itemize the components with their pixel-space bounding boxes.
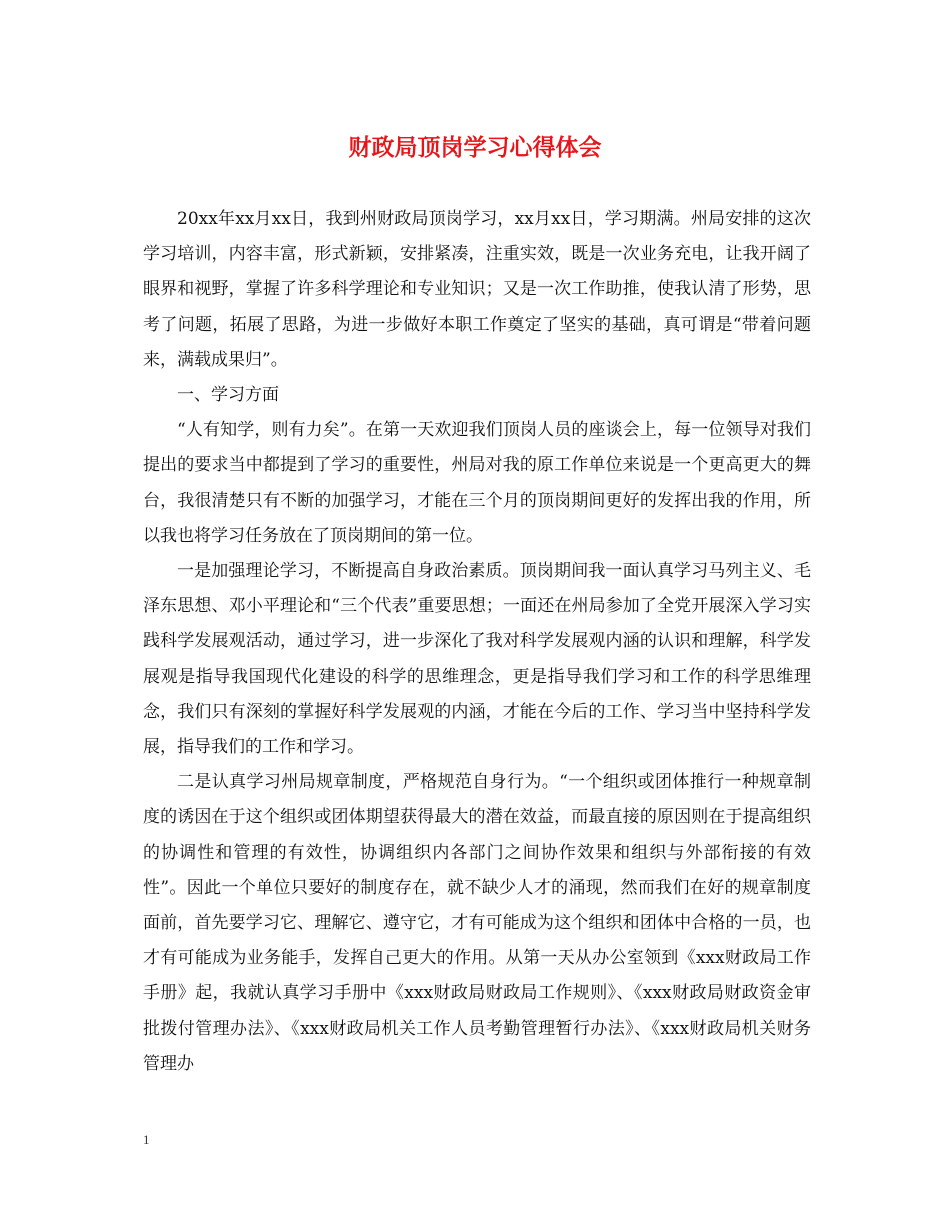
paragraph-theory-study: 一是加强理论学习，不断提高自身政治素质。顶岗期间我一面认真学习马列主义、毛泽东思想、邓小平理论和“三个代表”重要思想；一面还在州局参加了全党开展深入学习实践科学发展观活动，通过学习，进一步深化了我对科学发展观内涵的认识和理解，科学发展观是指导我国现代化建设的科学的思维理念，更是指导我们学习和工作的科学思维理念，我们只有深刻的掌握好科学发展观的内涵，才能在今后的工作、学习当中坚持科学发展，指导我们的工作和学习。 xyxy=(143,561,811,758)
paragraph-rules-study: 二是认真学习州局规章制度，严格规范自身行为。“一个组织或团体推行一种规章制度的诱因在于这个组织或团体期望获得最大的潜在效益，而最直接的原因则在于提高组织的协调性和管理的有效性，协调组织内各部门之间协作效果和组织与外部衔接的有效性”。因此一个单位只要好的制度存在，就不缺少人才的涌现，然而我们在好的规章制度面前，首先要学习它、理解它、遵守它，才有可能成为这个组织和团体中合格的一员，也才有可能成为业务能手，发挥自己更大的作用。从第一天从办公室领到《xxx财政局工作手册》起，我就认真学习手册中《xxx财政局财政局工作规则》、《xxx财政局财政资金审批拨付管理办法》、《xxx财政局机关工作人员考勤管理暂行办法》、《xxx财政局机关财务管理办 xyxy=(143,772,811,1074)
document-body xyxy=(143,202,811,1082)
page-title: 财政局顶岗学习心得体会 xyxy=(348,134,602,161)
paragraph-study-importance: “人有知学，则有力矣”。在第一天欢迎我们顶岗人员的座谈会上，每一位领导对我们提出的要求当中都提到了学习的重要性，州局对我的原工作单位来说是一个更高更大的舞台，我很清楚只有不断的加强学习，才能在三个月的顶岗期间更好的发挥出我的作用，所以我也将学习任务放在了顶岗期间的第一位。 xyxy=(143,420,811,546)
section-heading-study: 一、学习方面 xyxy=(177,385,279,406)
paragraph-intro: 20xx年xx月xx日，我到州财政局顶岗学习，xx月xx日，学习期满。州局安排的这次学习培训，内容丰富，形式新颖，安排紧凑，注重实效，既是一次业务充电，让我开阔了眼界和视野，掌握了许多科学理论和专业知识；又是一次工作助推，使我认清了形势，思考了问题，拓展了思路，为进一步做好本职工作奠定了坚实的基础，真可谓是“带着问题来，满载成果归”。 xyxy=(143,209,811,370)
page-number: 1 xyxy=(143,1132,150,1147)
